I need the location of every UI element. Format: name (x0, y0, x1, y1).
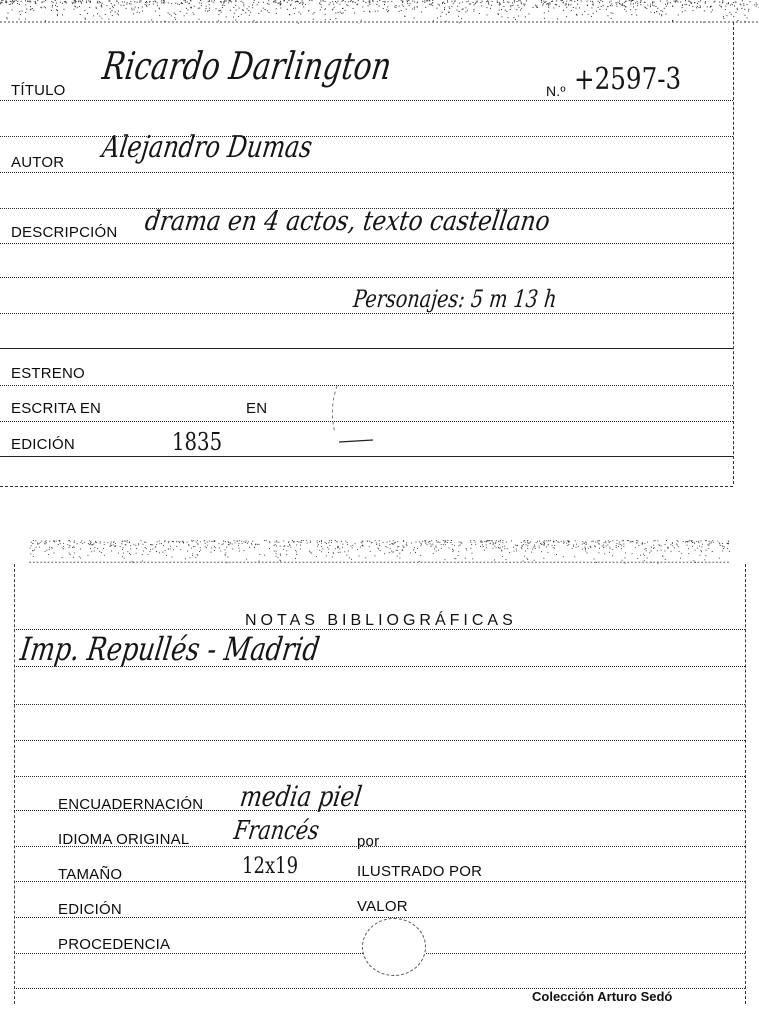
rule-titulo (0, 100, 733, 101)
notas-heading: NOTAS BIBLIOGRÁFICAS (245, 612, 517, 629)
idioma-value: Francés (232, 816, 322, 846)
encuadernacion-label: ENCUADERNACIÓN (58, 796, 204, 813)
edicion-label: EDICIÓN (58, 901, 122, 918)
autor-label: AUTOR (11, 154, 65, 171)
speckled-top-edge (0, 0, 759, 24)
rule-notas-4 (14, 776, 745, 777)
procedencia-label: PROCEDENCIA (58, 936, 171, 953)
card-bottom-edge (0, 486, 733, 487)
tamano-label: TAMAÑO (58, 866, 123, 883)
rule-notas-3 (14, 740, 745, 741)
hole-punch-mark (362, 918, 426, 976)
rule-autor (0, 172, 733, 173)
edicion-value: 1835 (172, 428, 223, 456)
valor-label: VALOR (357, 898, 408, 915)
card-right-edge (745, 564, 746, 1004)
tamano-value: 12x19 (242, 854, 299, 879)
collection-stamp: Colección Arturo Sedó (532, 989, 673, 1004)
encuadernacion-value: media piel (238, 780, 364, 813)
edicion-label: EDICIÓN (11, 436, 75, 453)
catalog-card-front (0, 0, 759, 495)
en-label: EN (246, 400, 268, 417)
escrita-en-label: ESCRITA EN (11, 400, 102, 417)
notas-line-1: Imp. Repullés - Madrid (18, 630, 322, 668)
numero-label: N.º (546, 83, 566, 99)
ilustrado-label: ILUSTRADO POR (357, 863, 483, 880)
titulo-label: TÍTULO (11, 82, 66, 99)
descripcion-value: drama en 4 actos, texto castellano (143, 206, 552, 237)
card-left-edge (14, 564, 15, 1004)
card-right-edge (733, 22, 734, 484)
autor-value: Alejandro Dumas (100, 130, 315, 165)
estreno-label: ESTRENO (11, 365, 85, 382)
rule-descripcion-4 (0, 348, 733, 349)
rule-descripcion-2 (0, 277, 733, 278)
por-label: por (357, 833, 380, 850)
rule-edicion (0, 456, 733, 457)
rule-descripcion-3 (0, 313, 733, 314)
catalog-card-back (0, 540, 759, 1010)
hole-punch-mark (325, 378, 395, 448)
idioma-label: IDIOMA ORIGINAL (58, 831, 190, 848)
personajes-value: Personajes: 5 m 13 h (352, 285, 559, 313)
rule-descripcion (0, 243, 733, 244)
numero-value: +2597-3 (574, 62, 682, 97)
titulo-value: Ricardo Darlington (100, 44, 395, 88)
rule-tamano (14, 881, 745, 882)
descripcion-label: DESCRIPCIÓN (11, 224, 118, 241)
rule-notas-2 (14, 704, 745, 705)
rule-edicion (14, 917, 745, 918)
speckled-top-edge (0, 540, 759, 564)
